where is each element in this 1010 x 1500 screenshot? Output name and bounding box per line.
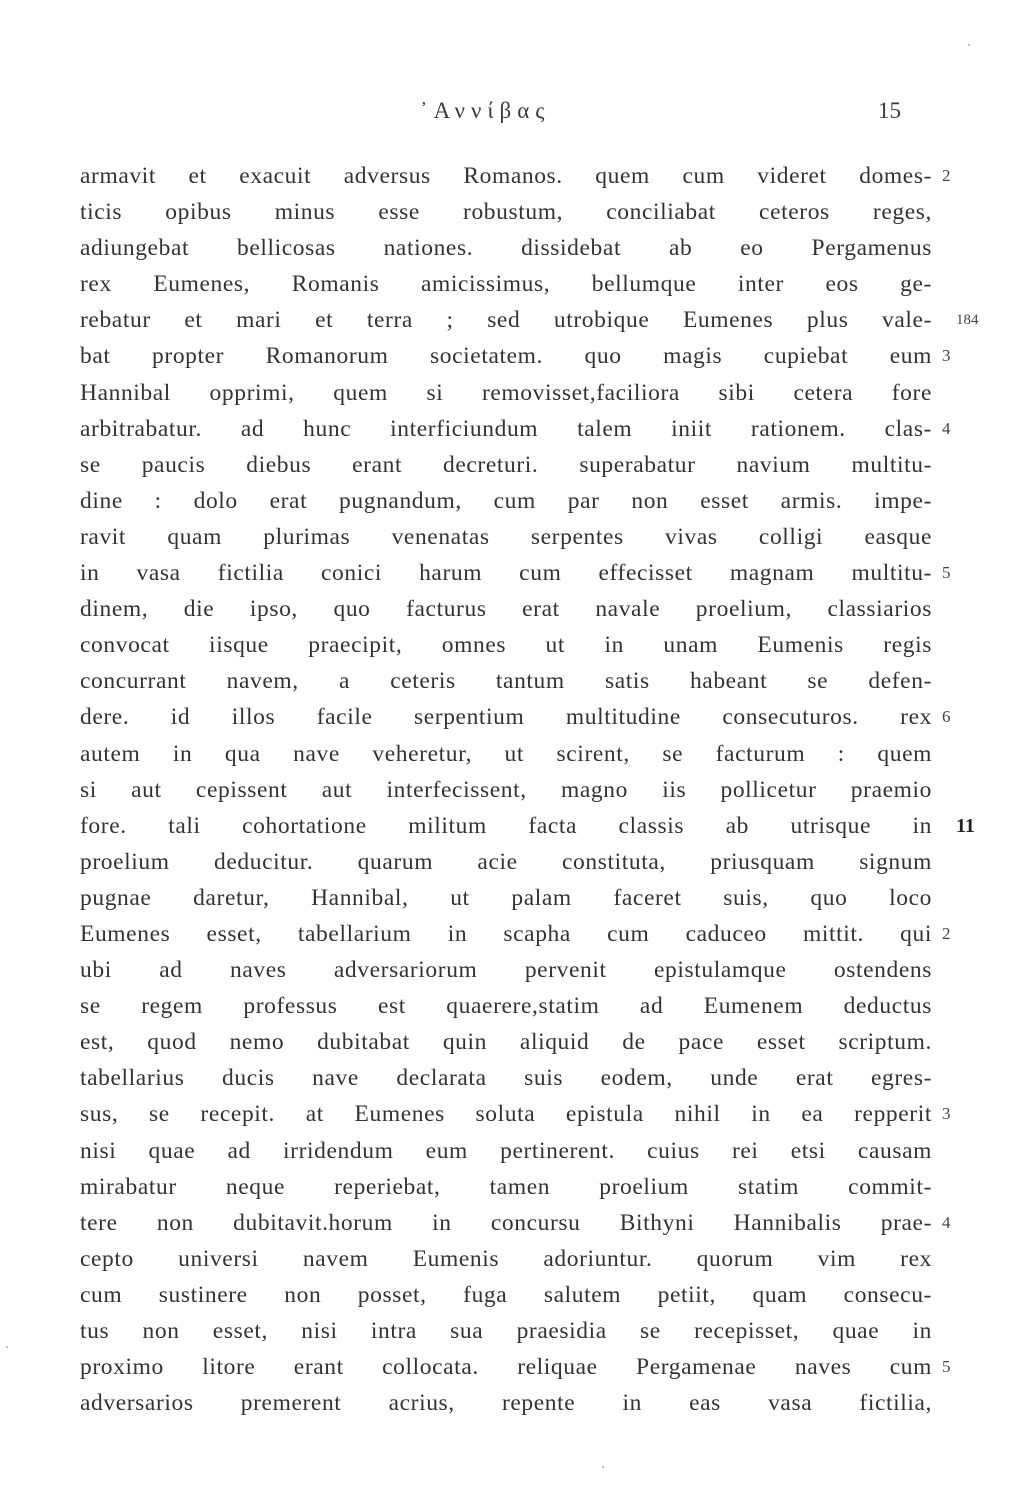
margin-section-number: 2 — [942, 166, 951, 185]
line-text: mirabatur neque reperiebat, tamen proelium statim commit- — [80, 1173, 932, 1200]
line-text: pugnae daretur, Hannibal, ut palam faceret suis, quo loco — [80, 884, 932, 911]
margin-chapter-number: 11 — [956, 814, 975, 837]
line-text: proximo litore erant collocata. reliquae Pergamenae naves cum — [80, 1354, 932, 1381]
line-text: tus non esset, nisi intra sua praesidia se recepisset, quae in — [80, 1318, 932, 1344]
line-text: arbitrabatur. ad hunc interficiundum talem iniit rationem. clas- — [80, 415, 932, 442]
line-text: cum sustinere non posset, fuga salutem petiit, quam consecu- — [80, 1281, 932, 1308]
line-text: tere non dubitavit.horum in concursu Bithyni Hannibalis prae- — [80, 1209, 932, 1236]
page-number: 15 — [878, 98, 901, 123]
text-line — [80, 952, 932, 988]
text-line — [80, 302, 979, 338]
margin-section-number: 3 — [942, 1104, 951, 1124]
paper-speck — [6, 1346, 8, 1348]
text-line — [80, 1060, 932, 1096]
line-text: fore. tali cohortatione militum facta classis ab utrisque in — [80, 812, 932, 839]
line-text: in vasa fictilia conici harum cum effecisset magnam multitu- — [80, 560, 932, 587]
text-line — [80, 1241, 932, 1277]
line-text: autem in qua nave veheretur, ut scirent, se facturum : quem — [80, 740, 932, 767]
text-line — [80, 411, 951, 447]
paper-speck — [968, 44, 970, 46]
line-text: convocat iisque praecipit, omnes ut in unam Eumenis regis — [80, 632, 932, 659]
text-line — [80, 1205, 951, 1241]
line-text: nisi quae ad irridendum eum pertinerent. cuius rei etsi causam — [80, 1137, 932, 1164]
text-line — [80, 916, 951, 952]
text-line — [80, 736, 932, 772]
text-line — [80, 266, 932, 302]
text-line — [80, 1313, 932, 1349]
line-text: ubi ad naves adversariorum pervenit epistulamque ostendens — [80, 957, 932, 984]
line-text: dere. id illos facile serpentium multitudine consecuturos. rex — [80, 704, 932, 731]
running-header — [0, 98, 1010, 132]
text-line — [80, 338, 951, 374]
line-text: rex Eumenes, Romanis amicissimus, bellumque inter eos ge- — [80, 271, 932, 298]
paper-speck — [602, 1466, 604, 1468]
margin-section-number: 4 — [942, 418, 951, 438]
body-text — [80, 158, 979, 1421]
text-line — [80, 1096, 951, 1132]
line-text: se regem professus est quaerere,statim ad Eumenem deductus — [80, 993, 932, 1020]
line-text: concurrant navem, a ceteris tantum satis habeant se defen- — [80, 668, 932, 695]
text-line — [80, 1349, 951, 1385]
line-text: se paucis diebus erant decreturi. superabatur navium multitu- — [80, 451, 932, 478]
line-text: dine : dolo erat pugnandum, cum par non esset armis. impe- — [80, 487, 932, 514]
text-line — [80, 1277, 932, 1313]
text-line — [80, 808, 975, 844]
text-line — [80, 591, 932, 627]
text-line — [80, 988, 932, 1024]
text-line — [80, 1133, 932, 1169]
line-text: sus, se recepit. at Eumenes soluta epistula nihil in ea repperit — [80, 1101, 932, 1128]
margin-section-number: 3 — [942, 346, 951, 366]
line-text: adversarios premerent acrius, repente in eas vasa fictilia, — [80, 1390, 932, 1417]
margin-section-number: 5 — [942, 563, 951, 583]
margin-section-number: 2 — [942, 923, 951, 943]
text-line — [80, 772, 932, 808]
text-line — [80, 519, 932, 555]
line-text: bat propter Romanorum societatem. quo magis cupiebat eum — [80, 343, 932, 370]
text-line — [80, 1385, 932, 1421]
line-text: ticis opibus minus esse robustum, conciliabat ceteros reges, — [80, 199, 932, 226]
line-text: dinem, die ipso, quo facturus erat navale proelium, classiarios — [80, 596, 932, 623]
text-line — [80, 880, 932, 916]
line-text: rebatur et mari et terra ; sed utrobique Eumenes plus vale- — [80, 307, 932, 334]
text-line — [80, 555, 951, 591]
text-line — [80, 447, 932, 483]
margin-section-number: 6 — [942, 707, 951, 727]
text-line — [80, 158, 951, 194]
text-line — [80, 1024, 932, 1060]
text-line — [80, 627, 932, 663]
line-text: est, quod nemo dubitabat quin aliquid de pace esset scriptum. — [80, 1029, 932, 1056]
text-line — [80, 844, 932, 880]
line-text: proelium deducitur. quarum acie constituta, priusquam signum — [80, 848, 932, 875]
running-title: ᾿Αννίβας — [420, 98, 551, 123]
margin-section-number: 5 — [942, 1357, 951, 1377]
text-line — [80, 230, 932, 266]
text-line — [80, 699, 951, 735]
line-text: adiungebat bellicosas nationes. dissidebat ab eo Pergamenus — [80, 235, 932, 262]
line-text: Hannibal opprimi, quem si removisset,faciliora sibi cetera fore — [80, 379, 932, 406]
text-line — [80, 663, 932, 699]
text-line — [80, 375, 932, 411]
line-text: cepto universi navem Eumenis adoriuntur. quorum vim rex — [80, 1245, 932, 1272]
line-text: ravit quam plurimas venenatas serpentes vivas colligi easque — [80, 523, 932, 550]
text-line — [80, 194, 932, 230]
line-text: si aut cepissent aut interfecissent, magno iis pollicetur praemio — [80, 776, 932, 803]
text-line — [80, 1169, 932, 1205]
margin-section-number: 4 — [942, 1212, 951, 1232]
text-line — [80, 483, 932, 519]
margin-year: 184 — [956, 312, 979, 329]
line-text: Eumenes esset, tabellarium in scapha cum caduceo mittit. qui — [80, 920, 932, 947]
line-text: armavit et exacuit adversus Romanos. quem cum videret domes- — [80, 163, 932, 189]
line-text: tabellarius ducis nave declarata suis eodem, unde erat egres- — [80, 1065, 932, 1092]
